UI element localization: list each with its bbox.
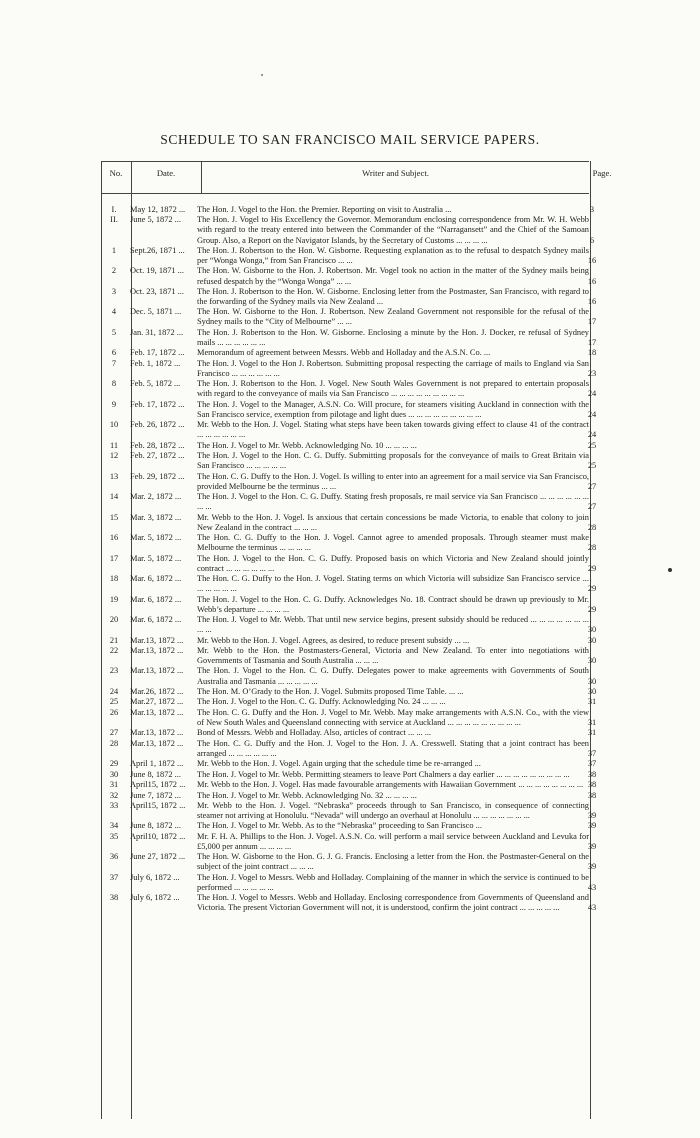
row-page: 16 bbox=[587, 256, 597, 266]
table-row bbox=[101, 399, 597, 420]
row-page: 16 bbox=[587, 296, 597, 306]
row-page: 29 bbox=[587, 604, 597, 614]
row-page: 43 bbox=[587, 882, 597, 892]
row-date: July 6, 1872 ... bbox=[130, 893, 180, 903]
row-subject: Bond of Messrs. Webb and Holladay. Also, articles of contract ... ... ... bbox=[197, 728, 432, 738]
row-subject: The Hon. J. Vogel to the Manager, A.S.N. Co. Will procure, for steamers visiting Auckland in connection with the San Francisco service, exemption from pilotage and light dues ... ... ... ... ... ... ... ... ... bbox=[197, 399, 589, 419]
row-number: I. bbox=[111, 205, 117, 214]
row-subject: The Hon. J. Vogel to Messrs. Webb and Holladay. Complaining of the manner in which the service is continued to be performed ... ... ... ... ... bbox=[197, 872, 589, 892]
row-page: 39 bbox=[587, 811, 597, 821]
row-number: 27 bbox=[109, 728, 119, 738]
table-row bbox=[101, 646, 597, 666]
row-date: Mar.27, 1872 ... bbox=[130, 697, 184, 707]
schedule-table-body bbox=[101, 205, 597, 914]
table-row bbox=[101, 420, 597, 440]
row-subject: The Hon. J. Robertson to the Hon. W. Gisborne. Enclosing a minute by the Hon. J. Docker, re refusal of Sydney mails ... ... ... ... ... ... bbox=[197, 327, 589, 347]
row-number: 17 bbox=[109, 553, 119, 563]
row-number: 23 bbox=[109, 666, 119, 676]
row-subject: The Hon. J. Vogel to the Hon. C. G. Duffy. Stating fresh proposals, re mail service via San Francisco ... ... ... ... ... ... ... ... bbox=[197, 492, 589, 512]
ink-speck bbox=[668, 568, 672, 572]
row-number: 18 bbox=[109, 574, 119, 584]
row-date: July 6, 1872 ... bbox=[130, 872, 180, 882]
table-row bbox=[101, 574, 597, 594]
row-page: 17 bbox=[587, 317, 597, 327]
row-page: 39 bbox=[587, 862, 597, 872]
row-subject: The Hon. C. G. Duffy to the Hon. J. Vogel. Cannot agree to amended proposals. Through steamer must make Melbourne the terminus ... ... ... ... bbox=[197, 533, 589, 553]
row-page: 30 bbox=[587, 625, 597, 635]
row-page: 25 bbox=[587, 440, 597, 450]
table-top-rule bbox=[101, 161, 589, 162]
row-subject: The Hon. J. Vogel to the Hon J. Robertson. Submitting proposal respecting the carriage of mails to England via San Francisco ... ... ... ... ... ... bbox=[197, 358, 589, 378]
header-bottom-rule bbox=[101, 193, 589, 194]
table-row bbox=[101, 440, 597, 451]
row-number: 31 bbox=[109, 780, 119, 790]
row-number: 21 bbox=[109, 635, 119, 645]
row-number: 16 bbox=[109, 533, 119, 543]
row-number: 8 bbox=[111, 379, 117, 389]
row-date: Feb. 17, 1872 ... bbox=[130, 348, 185, 358]
row-page: 37 bbox=[587, 759, 597, 769]
row-number: 28 bbox=[109, 738, 119, 748]
row-subject: The Hon. J. Vogel to the Hon. C. G. Duffy. Proposed basis on which Victoria and New Zealand should jointly contract ... ... ... ... ... ... bbox=[197, 553, 589, 573]
table-row bbox=[101, 780, 597, 790]
row-page: 38 bbox=[587, 790, 597, 800]
row-page: 3 bbox=[589, 205, 595, 214]
row-number: 29 bbox=[109, 759, 119, 769]
row-number: 26 bbox=[109, 707, 119, 717]
row-number: 10 bbox=[109, 420, 119, 430]
row-page: 24 bbox=[587, 409, 597, 419]
row-subject: The Hon. W. Gisborne to the Hon. J. Robertson. New Zealand Government not responsible for the refusal of the Sydney mails to the “City of Melbourne” ... ... bbox=[197, 307, 589, 327]
row-date: Feb. 28, 1872 ... bbox=[130, 440, 185, 450]
page-title: SCHEDULE TO SAN FRANCISCO MAIL SERVICE PAPERS. bbox=[160, 132, 540, 147]
row-page: 24 bbox=[587, 389, 597, 399]
header-subject: Writer and Subject. bbox=[362, 168, 429, 178]
row-date: Mar.13, 1872 ... bbox=[130, 738, 184, 748]
table-row bbox=[101, 872, 597, 893]
row-date: April 1, 1872 ... bbox=[130, 759, 184, 769]
row-date: Mar. 6, 1872 ... bbox=[130, 594, 182, 604]
row-page: 28 bbox=[587, 543, 597, 553]
row-page: 6 bbox=[589, 235, 595, 245]
row-number: 11 bbox=[109, 440, 119, 450]
row-page: 25 bbox=[587, 461, 597, 471]
row-subject: Mr. F. H. A. Phillips to the Hon. J. Vogel. A.S.N. Co. will perform a mail service between Auckland and Levuka for £5,000 per annum ... ... ... ... bbox=[197, 831, 589, 851]
table-row bbox=[101, 893, 597, 913]
row-subject: The Hon. J. Vogel to Mr. Webb. Permitting steamers to leave Port Chalmers a day earlier ... ... ... ... ... ... ... ... ... bbox=[197, 769, 570, 779]
row-date: Sept.26, 1871 ... bbox=[130, 245, 185, 255]
row-date: Mar.13, 1872 ... bbox=[130, 728, 184, 738]
row-number: 5 bbox=[111, 327, 117, 337]
row-subject: Mr. Webb to the Hon. J. Vogel. Again urging that the schedule time be re-arranged ... bbox=[197, 759, 481, 769]
row-subject: The Hon. C. G. Duffy to the Hon. J. Vogel. Stating terms on which Victoria will subsidize San Francisco service ... ... ... ... ... ... bbox=[197, 574, 589, 594]
table-row bbox=[101, 666, 597, 686]
row-number: 20 bbox=[109, 615, 119, 625]
table-row bbox=[101, 831, 597, 852]
table-row bbox=[101, 348, 597, 358]
row-date: Feb. 29, 1872 ... bbox=[130, 471, 185, 481]
row-date: Oct. 19, 1871 ... bbox=[130, 266, 184, 276]
table-row bbox=[101, 852, 597, 872]
table-row bbox=[101, 821, 597, 831]
row-date: Oct. 23, 1871 ... bbox=[130, 286, 184, 296]
table-row bbox=[101, 512, 597, 533]
row-subject: The Hon. C. G. Duffy and the Hon. J. Vogel to the Hon. J. A. Cresswell. Stating that a joint contract has been arranged ... ... ... ... ... ... bbox=[197, 738, 589, 758]
row-number: 15 bbox=[109, 512, 119, 522]
table-row bbox=[101, 286, 597, 307]
row-number: 6 bbox=[111, 348, 117, 358]
row-page: 38 bbox=[587, 780, 597, 790]
row-subject: The Hon. J. Robertson to the Hon. J. Vogel. New South Wales Government is not prepared to entertain proposals with regard to the conveyance of mails via San Francisco ... ... ... ... ... ... ... ... ... bbox=[197, 379, 589, 399]
row-number: 13 bbox=[109, 471, 119, 481]
row-page: 37 bbox=[587, 748, 597, 758]
row-page: 16 bbox=[587, 276, 597, 286]
table-row bbox=[101, 615, 597, 635]
row-number: 30 bbox=[109, 769, 119, 779]
row-number: 3 bbox=[111, 286, 117, 296]
header-page: Page. bbox=[592, 168, 612, 178]
row-page: 29 bbox=[587, 584, 597, 594]
row-number: 25 bbox=[109, 697, 119, 707]
row-number: 9 bbox=[111, 399, 117, 409]
table-row bbox=[101, 307, 597, 327]
row-page: 27 bbox=[587, 502, 597, 512]
row-subject: The Hon. J. Vogel to Mr. Webb. Acknowledging No. 32 ... ... ... ... bbox=[197, 790, 417, 800]
ink-speck bbox=[261, 74, 263, 76]
row-subject: Mr. Webb to the Hon. J. Vogel. Stating what steps have been taken towards giving effect to clause 41 of the contract ... ... ... ... ... ... bbox=[197, 420, 589, 440]
table-row bbox=[101, 266, 597, 286]
row-page: 31 bbox=[587, 717, 597, 727]
row-page: 43 bbox=[587, 903, 597, 913]
row-date: Mar.13, 1872 ... bbox=[130, 635, 184, 645]
row-subject: The Hon. C. G. Duffy to the Hon. J. Vogel. Is willing to enter into an agreement for a mail service via San Francisco, provided Melbourne be the terminus ... ... bbox=[197, 471, 589, 491]
row-page: 39 bbox=[587, 841, 597, 851]
row-date: May 12, 1872 ... bbox=[130, 205, 186, 214]
row-date: April15, 1872 ... bbox=[130, 801, 186, 810]
row-subject: The Hon. M. O’Grady to the Hon. J. Vogel. Submits proposed Time Table. ... ... bbox=[197, 686, 464, 696]
row-number: 32 bbox=[109, 790, 119, 800]
table-row bbox=[101, 790, 597, 801]
row-date: Feb. 5, 1872 ... bbox=[130, 379, 181, 389]
row-page: 27 bbox=[587, 481, 597, 491]
row-subject: The Hon. C. G. Duffy and the Hon. J. Vogel to Mr. Webb. May make arrangements with A.S.N. Co., with the view of New South Wales and Queensland connecting with service at Auckland ... ... ... ... ... ... ... ... ... bbox=[197, 707, 589, 727]
row-number: 12 bbox=[109, 451, 119, 461]
row-page: 31 bbox=[587, 728, 597, 738]
row-page: 30 bbox=[587, 686, 597, 696]
row-number: 7 bbox=[111, 358, 117, 368]
row-page: 28 bbox=[587, 522, 597, 532]
row-number: 24 bbox=[109, 686, 119, 696]
row-date: Mar.26, 1872 ... bbox=[130, 686, 184, 696]
row-number: 19 bbox=[109, 594, 119, 604]
table-row bbox=[101, 697, 597, 707]
row-page: 17 bbox=[587, 337, 597, 347]
table-row bbox=[101, 769, 597, 780]
row-date: Mar. 5, 1872 ... bbox=[130, 553, 182, 563]
row-number: 37 bbox=[109, 872, 119, 882]
table-row bbox=[101, 379, 597, 399]
row-date: Mar. 3, 1872 ... bbox=[130, 512, 182, 522]
row-page: 31 bbox=[587, 697, 597, 707]
row-subject: The Hon. J. Vogel to His Excellency the Governor. Memorandum enclosing correspondence from Mr. W. H. Webb with regard to the treaty entered into between the Commander of the “Narragansett” and the Chief of the Samoan Group. Also, a Report on the Navigator Islands, by the Secretary of Customs ... ... ... ... bbox=[197, 215, 589, 245]
table-row bbox=[101, 738, 597, 759]
row-number: 36 bbox=[109, 852, 119, 862]
row-subject: The Hon. J. Vogel to the Hon. C. G. Duffy. Submitting proposals for the conveyance of mails to Great Britain via San Francisco ... ... ... ... ... bbox=[197, 451, 589, 471]
row-number: 14 bbox=[109, 492, 119, 502]
row-subject: Mr. Webb to the Hon. J. Vogel. Is anxious that certain concessions be made Victoria, to enable that colony to join New Zealand in the contract ... ... ... bbox=[197, 512, 589, 532]
table-row bbox=[101, 245, 597, 266]
table-row bbox=[101, 533, 597, 553]
row-date: June 8, 1872 ... bbox=[130, 769, 181, 779]
row-date: Feb. 26, 1872 ... bbox=[130, 420, 185, 430]
row-date: Mar. 2, 1872 ... bbox=[130, 492, 182, 502]
row-subject: The Hon. J. Vogel to the Hon. the Premier. Reporting on visit to Australia ... bbox=[197, 205, 452, 214]
row-date: Mar. 6, 1872 ... bbox=[130, 615, 182, 625]
table-row bbox=[101, 594, 597, 615]
row-number: 35 bbox=[109, 831, 119, 841]
row-number: 38 bbox=[109, 893, 119, 903]
table-row bbox=[101, 327, 597, 348]
row-number: 33 bbox=[109, 801, 119, 810]
row-page: 29 bbox=[587, 563, 597, 573]
row-page: 30 bbox=[587, 635, 597, 645]
row-page: 23 bbox=[587, 368, 597, 378]
row-page: 24 bbox=[587, 430, 597, 440]
row-subject: Memorandum of agreement between Messrs. Webb and Holladay and the A.S.N. Co. ... bbox=[197, 348, 491, 358]
row-number: 2 bbox=[111, 266, 117, 276]
row-date: June 7, 1872 ... bbox=[130, 790, 181, 800]
row-subject: The Hon. J. Vogel to the Hon. C. G. Duffy. Acknowledges No. 18. Contract should be drawn up previously to Mr. Webb’s departure ... ... ... ... bbox=[197, 594, 589, 614]
row-subject: Mr. Webb to the Hon. the Postmasters-General, Victoria and New Zealand. To enter into negotiations with Governments of Tasmania and South Australia ... ... ... bbox=[197, 646, 589, 666]
row-date: Feb. 27, 1872 ... bbox=[130, 451, 185, 461]
row-subject: The Hon. J. Vogel to the Hon. C. G. Duffy. Delegates power to make agreements with Governments of South Australia and Tasmania ... ... ... ... ... bbox=[197, 666, 589, 686]
table-row bbox=[101, 205, 595, 215]
table-row bbox=[101, 451, 597, 471]
row-date: Mar.13, 1872 ... bbox=[130, 646, 184, 655]
table-row bbox=[101, 707, 597, 728]
header-no: No. bbox=[109, 168, 123, 178]
row-page: 30 bbox=[587, 656, 597, 666]
row-date: April10, 1872 ... bbox=[130, 831, 186, 841]
row-number: 4 bbox=[111, 307, 117, 317]
row-number: 22 bbox=[109, 646, 119, 655]
row-subject: The Hon. J. Vogel to Mr. Webb. That until new service begins, present subsidy should be reduced ... ... ... ... ... ... ... ... ... bbox=[197, 615, 589, 635]
row-date: Feb. 17, 1872 ... bbox=[130, 399, 185, 409]
row-number: II. bbox=[110, 215, 118, 225]
table-row bbox=[101, 686, 597, 697]
table-row bbox=[101, 801, 597, 821]
row-subject: Mr. Webb to the Hon. J. Vogel. “Nebraska” proceeds through to San Francisco, in consequence of connecting steamer not arriving at Honolulu. “Nevada” will undergo an overhaul at Honolulu ... ... ... ... ... ... ... bbox=[197, 801, 589, 821]
column-rule-date bbox=[201, 161, 202, 193]
row-page: 38 bbox=[587, 769, 597, 779]
table-row bbox=[101, 492, 597, 512]
row-number: 34 bbox=[109, 821, 119, 831]
table-row bbox=[101, 215, 595, 245]
row-subject: The Hon. J. Vogel to Mr. Webb. Acknowledging No. 10 ... ... ... ... bbox=[197, 440, 417, 450]
table-row bbox=[101, 358, 597, 379]
row-date: Mar.13, 1872 ... bbox=[130, 666, 184, 676]
row-page: 39 bbox=[587, 821, 597, 831]
row-subject: The Hon. W. Gisborne to the Hon. G. J. G. Francis. Enclosing a letter from the Hon. the Postmaster-General on the subject of the joint contract ... ... ... bbox=[197, 852, 589, 872]
header-date: Date. bbox=[156, 168, 176, 178]
row-date: Mar. 6, 1872 ... bbox=[130, 574, 182, 584]
row-subject: The Hon. J. Vogel to Messrs. Webb and Holladay. Enclosing correspondence from Governments of Queensland and Victoria. The present Victorian Government will not, it is understood, confirm the joint contract ... ... ... ... ... bbox=[197, 893, 589, 913]
row-date: June 5, 1872 ... bbox=[130, 215, 181, 225]
row-date: Mar. 5, 1872 ... bbox=[130, 533, 182, 543]
table-row bbox=[101, 471, 597, 492]
row-page: 18 bbox=[587, 348, 597, 358]
row-subject: The Hon. W. Gisborne to the Hon. J. Robertson. Mr. Vogel took no action in the matter of the Sydney mails being refused despatch by the “Wonga Wonga” ... ... bbox=[197, 266, 589, 286]
row-subject: Mr. Webb to the Hon. J. Vogel. Has made favourable arrangements with Hawaiian Government ... ... ... ... ... ... ... ... bbox=[197, 780, 584, 790]
row-subject: The Hon. J. Vogel to the Hon. C. G. Duffy. Acknowledging No. 24 ... ... ... bbox=[197, 697, 446, 707]
table-row bbox=[101, 759, 597, 769]
row-date: June 27, 1872 ... bbox=[130, 852, 186, 862]
row-page: 30 bbox=[587, 676, 597, 686]
row-number: 1 bbox=[111, 245, 117, 255]
row-date: April15, 1872 ... bbox=[130, 780, 186, 790]
row-date: Jan. 31, 1872 ... bbox=[130, 327, 184, 337]
row-subject: Mr. Webb to the Hon. J. Vogel. Agrees, as desired, to reduce present subsidy ... ... bbox=[197, 635, 470, 645]
row-date: Dec. 5, 1871 ... bbox=[130, 307, 182, 317]
row-date: June 8, 1872 ... bbox=[130, 821, 181, 831]
table-row bbox=[101, 728, 597, 738]
row-subject: The Hon. J. Vogel to Mr. Webb. As to the “Nebraska” proceeding to San Francisco ... bbox=[197, 821, 482, 831]
row-date: Feb. 1, 1872 ... bbox=[130, 358, 181, 368]
table-row bbox=[101, 553, 597, 574]
row-subject: The Hon. J. Robertson to the Hon. W. Gisborne. Requesting explanation as to the refusal to despatch Sydney mails per “Wonga Wonga,” from San Francisco ... ... bbox=[197, 245, 589, 266]
row-subject: The Hon. J. Robertson to the Hon. W. Gisborne. Enclosing letter from the Postmaster, San Francisco, with regard to the forwarding of the Sydney mails via New Zealand ... bbox=[197, 286, 589, 306]
row-date: Mar.13, 1872 ... bbox=[130, 707, 184, 717]
table-row bbox=[101, 635, 597, 646]
